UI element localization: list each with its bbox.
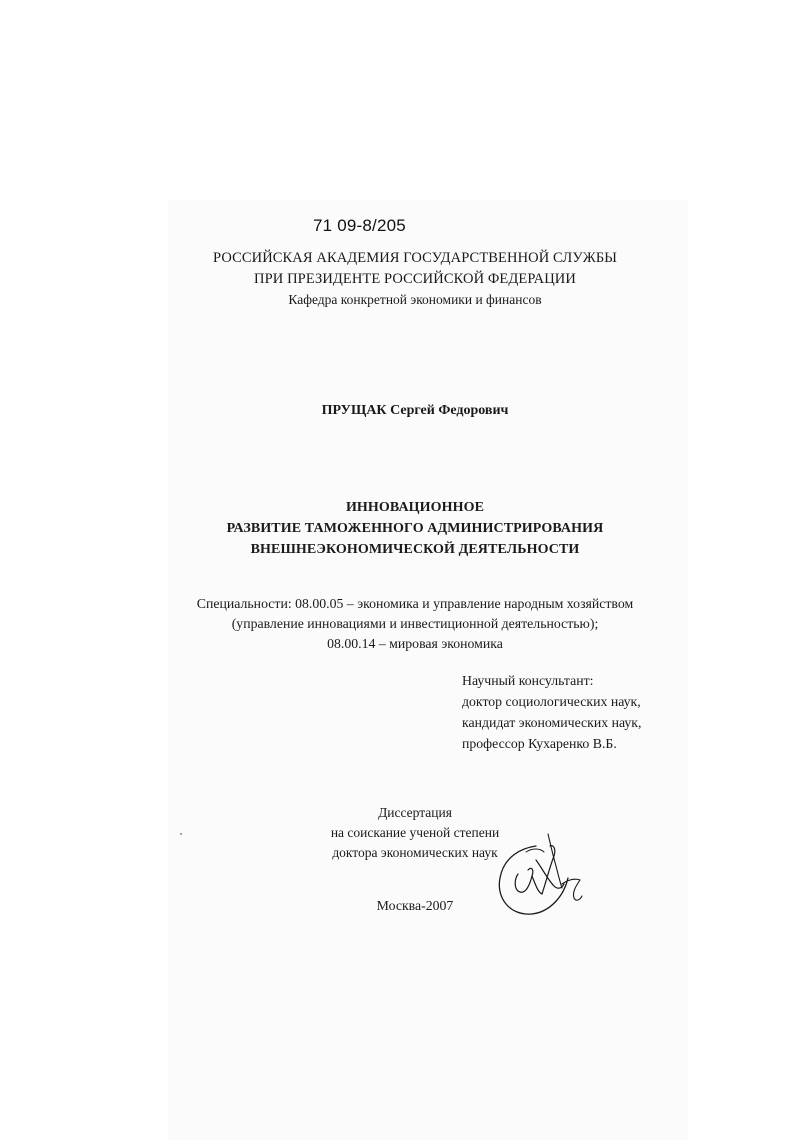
specialty-line-3: 08.00.14 – мировая экономика [327, 636, 503, 651]
organization-header [150, 248, 680, 310]
dissertation-line-1: Диссертация [378, 805, 452, 820]
title-line-2: РАЗВИТИЕ ТАМОЖЕННОГО АДМИНИСТРИРОВАНИЯ [226, 521, 604, 536]
dissertation-title [150, 497, 680, 560]
organization-line-2: ПРИ ПРЕЗИДЕНТЕ РОССИЙСКОЙ ФЕДЕРАЦИИ [254, 271, 576, 287]
dissertation-line-3: доктора экономических наук [332, 845, 498, 860]
author-name: ПРУЩАК Сергей Федорович [321, 403, 509, 418]
specialty-line-2: (управление инновациями и инвестиционной деятельностью); [231, 616, 599, 631]
consultant-degree-1: доктор социологических наук, [462, 694, 641, 709]
scan-speck [180, 833, 182, 835]
title-line-3: ВНЕШНЕЭКОНОМИЧЕСКОЙ ДЕЯТЕЛЬНОСТИ [250, 542, 580, 557]
consultant-degree-2: кандидат экономических наук, [462, 715, 642, 730]
specialties [150, 594, 680, 654]
title-line-1: ИННОВАЦИОННОЕ [345, 500, 485, 515]
dissertation-line-2: на соискание ученой степени [330, 825, 500, 840]
organization-line-1: РОССИЙСКАЯ АКАДЕМИЯ ГОСУДАРСТВЕННОЙ СЛУЖБЫ [212, 250, 617, 266]
city-year: Москва-2007 [376, 898, 454, 913]
specialty-line-1: Специальности: 08.00.05 – экономика и управление народным хозяйством [196, 596, 634, 611]
scientific-consultant [462, 670, 641, 754]
consultant-name: профессор Кухаренко В.Б. [462, 736, 617, 751]
catalog-code: 71 09-8/205 [313, 216, 406, 235]
consultant-heading: Научный консультант: [462, 673, 594, 688]
department-name: Кафедра конкретной экономики и финансов [288, 292, 542, 307]
